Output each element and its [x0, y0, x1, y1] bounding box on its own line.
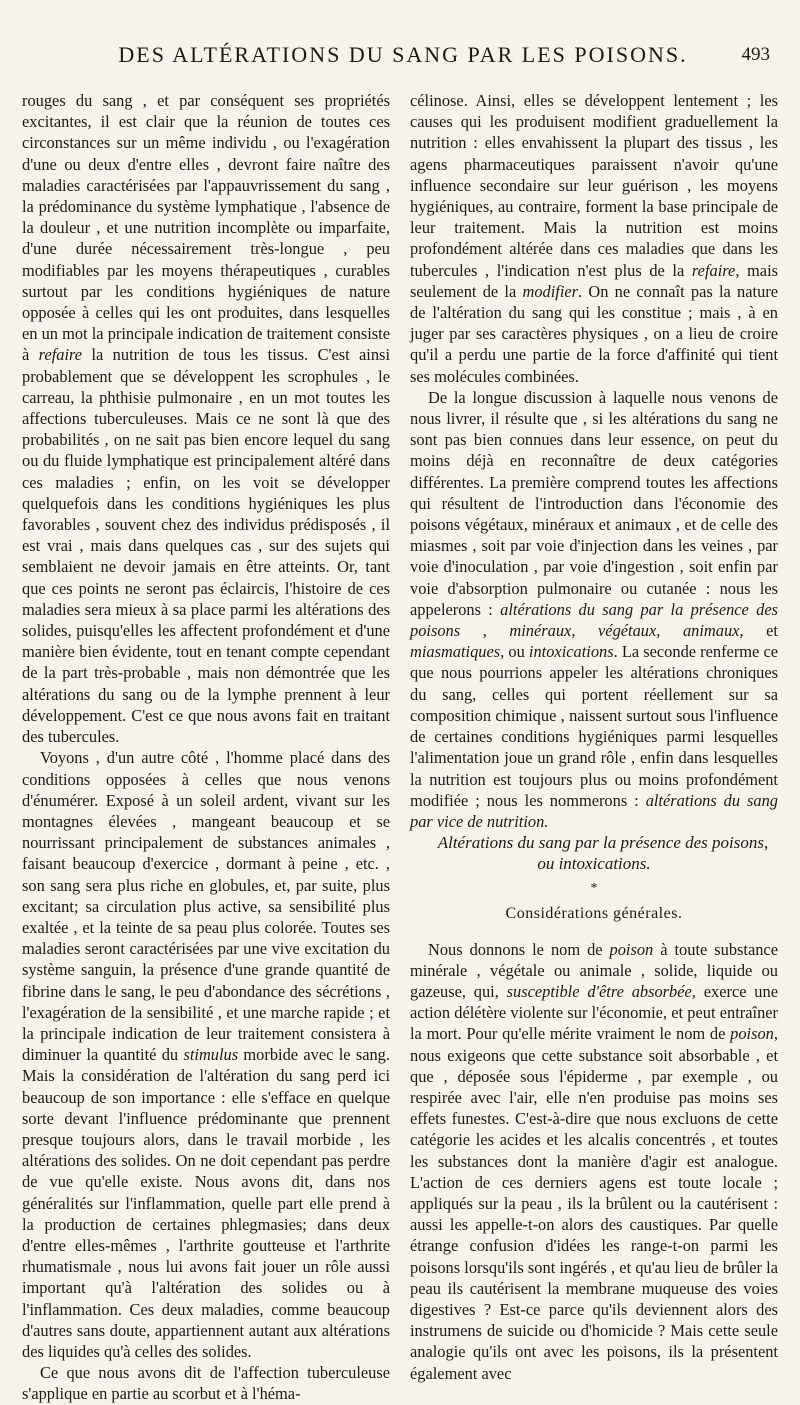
paragraph: rouges du sang , et par conséquent ses propriétés excitantes, il est clair que la réunion de toutes ces circonstances sur un même individu , ou l'exagération d'une ou deux d'entre elles , devront faire naître des maladies caractérisées par l'appauvrissement du sang , la prédominance du système lymphatique , l'absence de la douleur , et une nutrition incomplète ou imparfaite, d'une durée nécessairement très-longue , peu modifiables par les moyens thérapeutiques , curables surtout par les conditions hygiéniques de nature opposée à celles qui les ont produites, dans lesquelles en un mot la principale indication de traitement consiste à refaire la nutrition de tous les tissus. C'est ainsi probablement que se développent les scrophules , le carreau, la phthisie pulmonaire , en un mot toutes les affections tuberculeuses. Mais ce ne sont là que des probabilités , on ne sait pas bien encore lequel du sang ou du fluide lymphatique est principalement altéré dans ces maladies ; enfin, on les voit se développer quelquefois dans les conditions hygiéniques les plus favorables , souvent chez des individus prédisposés , il est vrai , mais dans quelques cas , sur des sujets qui semblaient ne devoir jamais en être atteints. Or, tant que ces points ne seront pas éclaircis, l'histoire de ces maladies sera mieux à sa place parmi les altérations des solides, puisqu'elles les affectent profondément et d'une manière bien évidente, tout en tenant compte cependant de la part très-probable , mais non démontrée que les altérations du sang ou de la lymphe prennent à leur développement. C'est ce que nous avons fait en traitant des tubercules. [22, 91, 390, 747]
page-header [28, 42, 778, 74]
paragraph: Ce que nous avons dit de l'affection tuberculeuse s'applique en partie au scorbut et à l'héma- [22, 1363, 390, 1404]
paragraph: Nous donnons le nom de poison à toute substance minérale , végétale ou animale , solide, liquide ou gazeuse, qui, susceptible d'être absorbée, exerce une action délétère violente sur l'économie, et peut entraîner la mort. Pour qu'elle mérite vraiment le nom de poison, nous exigeons que cette substance soit absorbable , et que , déposée sous l'épiderme , par exemple , ou respirée avec l'air, elle n'en produise pas moins ses effets funestes. C'est-à-dire que nous excluons de cette catégorie les acides et les alcalis concentrés , et toutes les substances dont la manière d'agir est analogue. L'action de ces derniers agens est toute locale ; appliqués sur la peau , ils la brûlent ou la cautérisent : aussi les appelle-t-on alors des caustiques. Par quelle étrange confusion d'idées les range-t-on parmi les poisons lorsqu'ils sont ingérés , et qu'au lieu de brûler la peau ils cautérisent la membrane muqueuse des voies digestives ? Est-ce parce qu'ils deviennent alors des instrumens de suicide ou d'homicide ? Mais cette seule analogie qu'ils ont avec les poisons, ils la présentent également avec [410, 939, 778, 1383]
paragraph: De la longue discussion à laquelle nous venons de nous livrer, il résulte que , si les altérations du sang ne sont pas bien connues dans leur essence, on peut du moins déjà en reconnaître de deux catégories différentes. La première comprend toutes les affections qui résultent de l'introduction dans l'économie des poisons végétaux, minéraux et animaux , et de celle des miasmes , soit par voie d'injection dans les veines , par voie d'inoculation , par voie d'ingestion , soit enfin par voie d'absorption pulmonaire ou cutanée : nous les appelerons : altérations du sang par la présence des poisons , minéraux, végétaux, animaux, et miasmatiques, ou intoxications. La seconde renferme ce que nous pourrions appeler les altérations chroniques du sang, celles qui portent réellement sur sa composition chimique , naissent surtout sous l'influence de certaines conditions hygiéniques parmi lesquelles l'alimentation joue un grand rôle , enfin dans lesquelles la nutrition est toujours plus ou moins profondément modifiée ; nous les nommerons : altérations du sang par vice de nutrition. [410, 387, 778, 831]
paragraph: célinose. Ainsi, elles se développent lentement ; les causes qui les produisent modifient graduellement la nutrition : elles envahissent la plupart des tissus , les agens pharmaceutiques paraissent n'avoir qu'une influence secondaire sur leur guérison , les moyens hygiéniques, au contraire, forment la base principale de leur traitement. Mais la nutrition est moins profondément altérée dans ces maladies que dans les tubercules , l'indication n'est plus de la refaire, mais seulement de la modifier. On ne connaît pas la nature de l'altération du sang qui les constitue ; mais , à en juger par ses caractères physiques , on a lieu de croire qu'il a perdu une partie de la force d'affinité qui tient ses molécules combinées. [410, 91, 778, 386]
section-subheading: Altérations du sang par la présence des poisons, ou intoxications. [437, 833, 769, 874]
running-title: DES ALTÉRATIONS DU SANG PAR LES POISONS. [118, 42, 688, 67]
right-column [410, 90, 778, 1384]
asterisk-ornament: * [590, 881, 598, 897]
page-number: 493 [741, 44, 770, 65]
section-title: Considérations générales. [505, 905, 683, 923]
paragraph: Voyons , d'un autre côté , l'homme placé dans des conditions opposées à celles que nous venons d'énumérer. Exposé à un soleil ardent, vivant sur les montagnes élevées , mangeant beaucoup et se nourrissant principalement de substances animales , faisant beaucoup d'exercice , dormant à peine , etc. , son sang sera plus riche en globules, et, par suite, plus excitant; sa circulation plus active, sa sensibilité plus exaltée , et la teinte de sa peau plus colorée. Toutes ses maladies seront caractérisées par une vive excitation du système sanguin, la présence d'une grande quantité de fibrine dans le sang, le peu d'abondance des sécrétions , l'exagération de la sensibilité , et une marche rapide ; et la principale indication de leur traitement consistera à diminuer la quantité du stimulus morbide avec le sang. Mais la considération de l'altération du sang perd ici beaucoup de son importance : elle s'efface en quelque sorte devant l'influence prédominante que prennent presque toujours alors, dans le travail morbide , les altérations des solides. On ne doit cependant pas perdre de vue qu'elle existe. Nous avons dit, dans nos généralités sur l'inflammation, quelle part elle prend à la production de certaines phlegmasies; dans deux d'entre elles-mêmes , l'arthrite goutteuse et l'arthrite rhumatismale , nous lui avons fait jouer un rôle aussi important qu'à l'altération des solides ou à l'inflammation. Ces deux maladies, comme beaucoup d'autres sans doute, appartiennent autant aux altérations des liquides qu'à celles des solides. [22, 748, 390, 1361]
left-column [22, 90, 390, 1405]
